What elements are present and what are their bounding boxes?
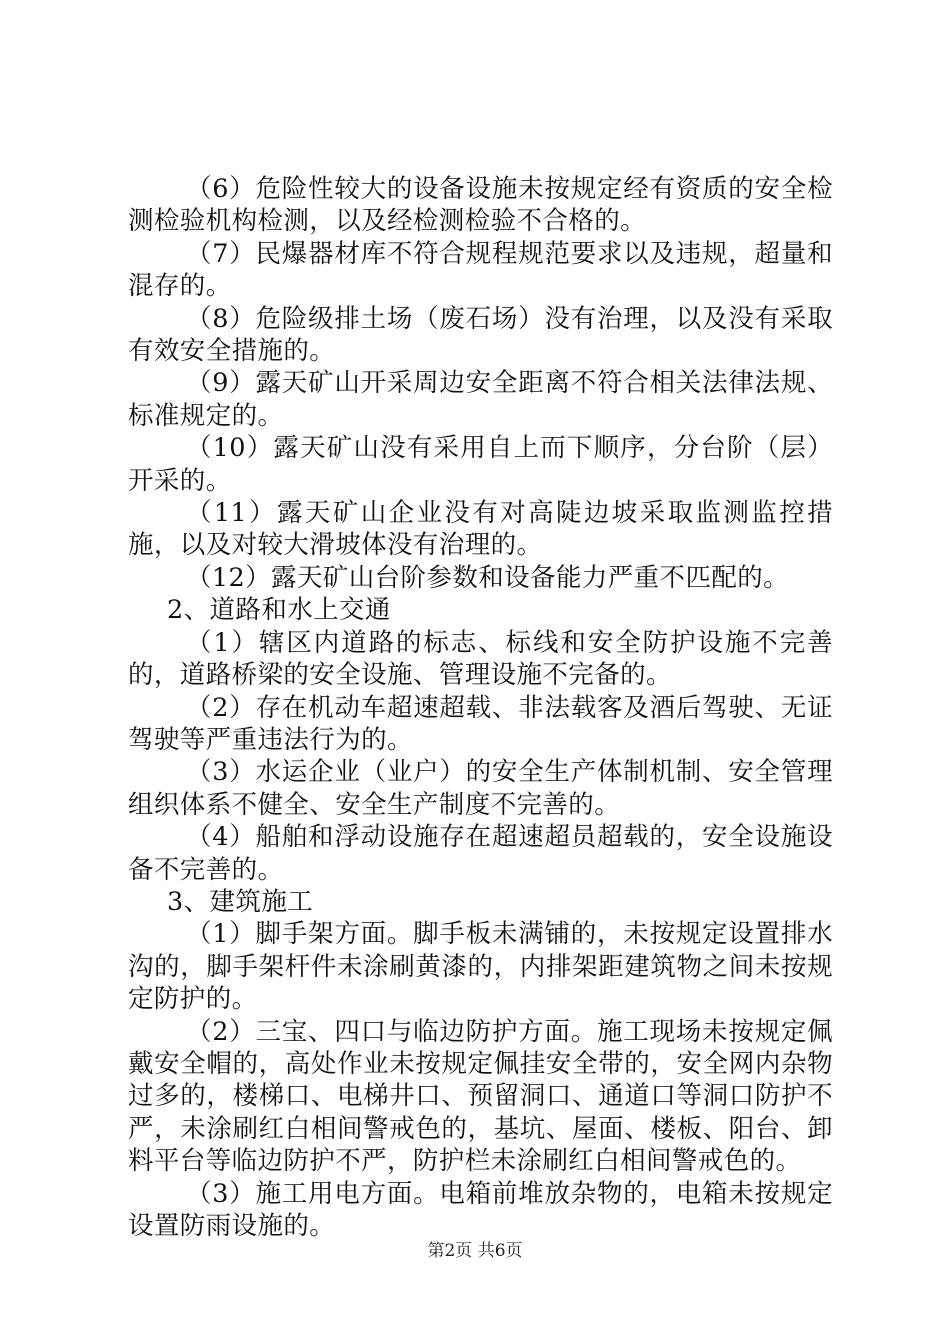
section-heading-construction: 3、建筑施工 — [167, 886, 314, 917]
paragraph-traffic-item-2: （2）存在机动车超速超载、非法载客及酒后驾驶、无证驾驶等严重违法行为的。 — [128, 692, 833, 755]
paragraph-traffic-item-4: （4）船舶和浮动设施存在超速超员超载的，安全设施设备不完善的。 — [128, 822, 833, 885]
paragraph-item-12: （12）露天矿山台阶参数和设备能力严重不匹配的。 — [186, 562, 790, 593]
paragraph-item-11: （11）露天矿山企业没有对高陡边坡采取监测监控措施，以及对较大滑坡体没有治理的。 — [128, 498, 833, 561]
paragraph-item-6: （6）危险性较大的设备设施未按规定经有资质的安全检测检验机构检测，以及经检测检验不合格的。 — [128, 174, 833, 237]
page-number-footer: 第2页 共6页 — [427, 1241, 523, 1261]
document-body — [128, 173, 833, 1242]
paragraph-construction-item-3: （3）施工用电方面。电箱前堆放杂物的，电箱未按规定设置防雨设施的。 — [128, 1178, 833, 1241]
paragraph-traffic-item-1: （1）辖区内道路的标志、标线和安全防护设施不完善的，道路桥梁的安全设施、管理设施不完备的。 — [128, 627, 833, 691]
paragraph-item-9: （9）露天矿山开采周边安全距离不符合相关法律法规、标准规定的。 — [128, 368, 833, 431]
paragraph-construction-item-1: （1）脚手架方面。脚手板未满铺的，未按规定设置排水沟的，脚手架杆件未涂刷黄漆的，内排架距建筑物之间未按规定防护的。 — [128, 919, 833, 1015]
paragraph-item-7: （7）民爆器材库不符合规程规范要求以及违规，超量和混存的。 — [128, 238, 833, 302]
paragraph-traffic-item-3: （3）水运企业（业户）的安全生产体制机制、安全管理组织体系不健全、安全生产制度不完善的。 — [128, 757, 833, 820]
paragraph-item-10: （10）露天矿山没有采用自上而下顺序，分台阶（层）开采的。 — [128, 433, 833, 496]
paragraph-item-8: （8）危险级排土场（废石场）没有治理，以及没有采取有效安全措施的。 — [128, 303, 833, 367]
section-heading-road-water-traffic: 2、道路和水上交通 — [167, 595, 391, 626]
paragraph-construction-item-2: （2）三宝、四口与临边防护方面。施工现场未按规定佩戴安全帽的，高处作业未按规定佩挂安全带的，安全网内杂物过多的，楼梯口、电梯井口、预留洞口、通道口等洞口防护不严，未涂刷红白相间警戒色的，基坑、屋面、楼板、阳台、卸料平台等临边防护不严，防护栏未涂刷红白相间警戒色的。 — [128, 1016, 833, 1177]
